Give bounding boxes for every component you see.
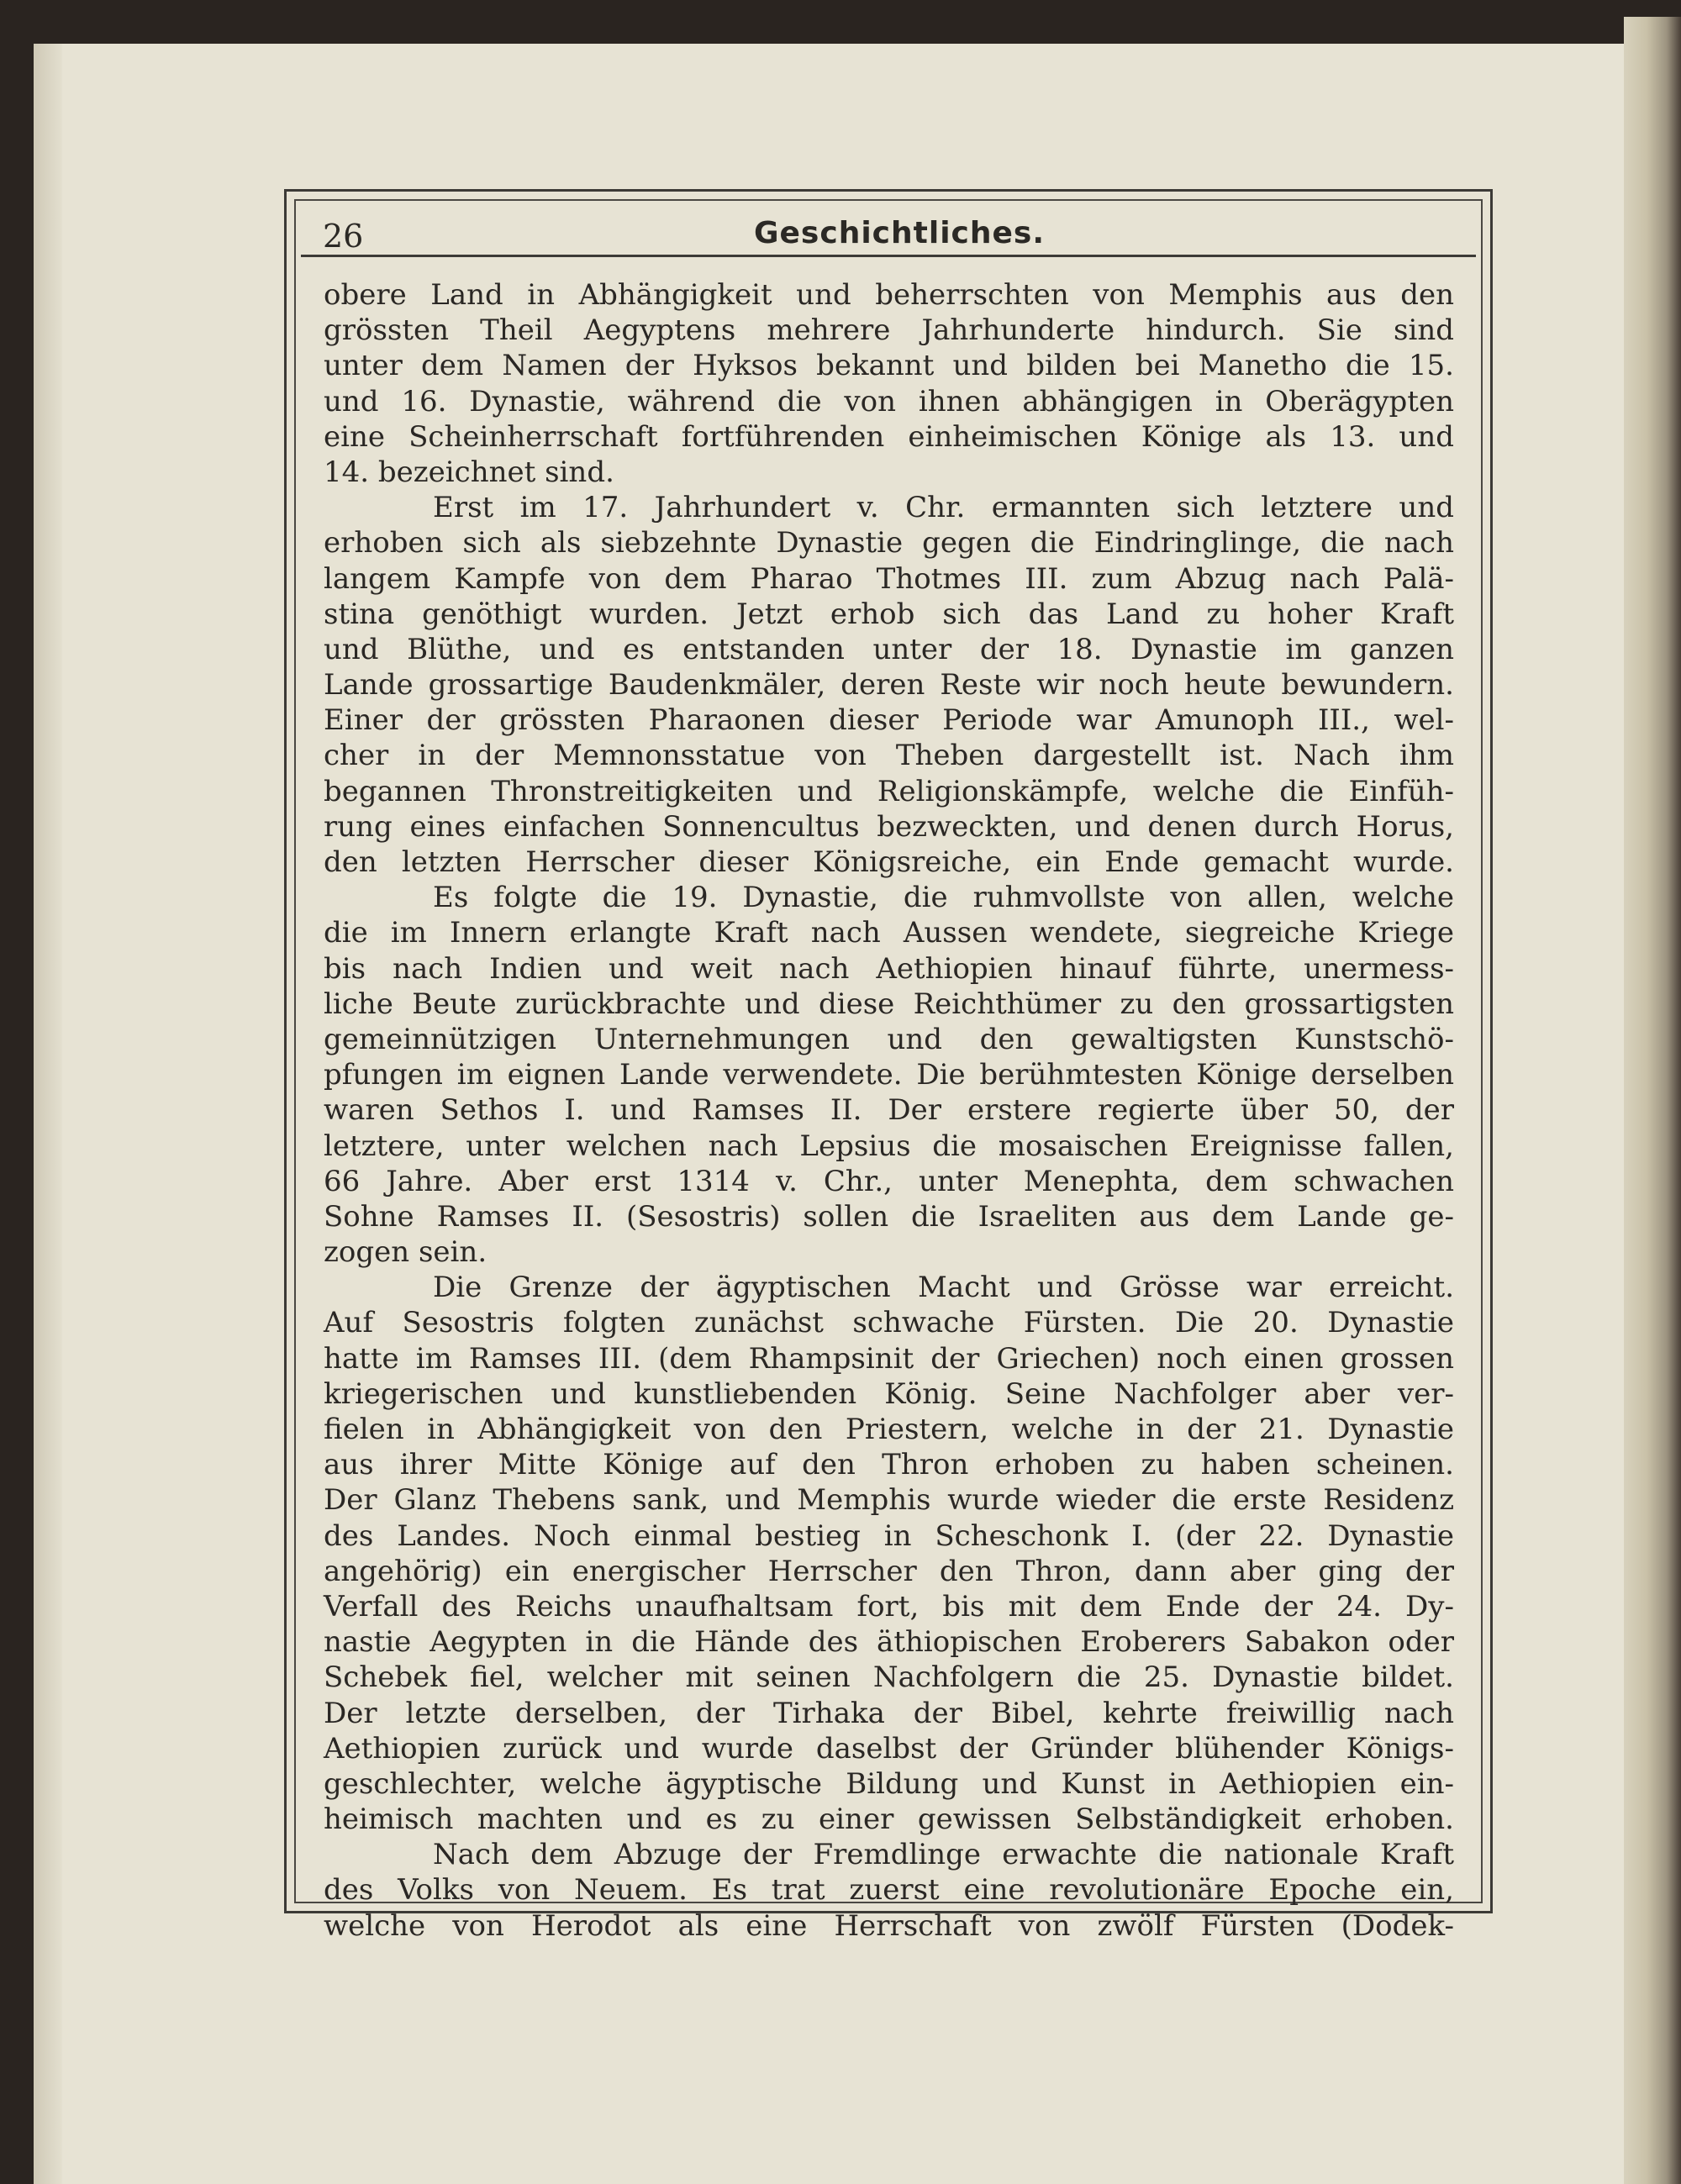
- text-line: pfungen im eignen Lande verwendete. Die berühmtesten Könige derselben: [324, 1058, 1454, 1092]
- page-gutter-shadow: [34, 44, 62, 2184]
- page-number: 26: [323, 218, 364, 255]
- text-line: obere Land in Abhängigkeit und beherrschten von Memphis aus den: [324, 278, 1454, 312]
- text-line: Erst im 17. Jahrhundert v. Chr. ermannten sich letztere und: [433, 491, 1454, 525]
- text-line: bis nach Indien und weit nach Aethiopien hinauf führte, unermess-: [324, 951, 1454, 986]
- page-edge: [1624, 17, 1681, 2184]
- text-line: 66 Jahre. Aber erst 1314 v. Chr., unter Menephta, dem schwachen: [324, 1164, 1454, 1198]
- text-line: heimisch machten und es zu einer gewissen Selbständigkeit erhoben.: [324, 1802, 1454, 1837]
- running-title: Geschichtliches.: [753, 216, 1046, 250]
- text-line: Der letzte derselben, der Tirhaka der Bibel, kehrte freiwillig nach: [324, 1696, 1454, 1730]
- text-line: Verfall des Reichs unaufhaltsam fort, bis mit dem Ende der 24. Dy-: [324, 1589, 1454, 1624]
- text-line: eine Scheinherrschaft fortführenden einheimischen Könige als 13. und: [324, 419, 1454, 454]
- text-line: gemeinnützigen Unternehmungen und den gewaltigsten Kunstschö-: [324, 1022, 1454, 1056]
- text-line: und Blüthe, und es entstanden unter der 18. Dynastie im ganzen: [324, 632, 1454, 666]
- text-line: fielen in Abhängigkeit von den Priestern, welche in der 21. Dynastie: [324, 1413, 1454, 1446]
- text-line: Der Glanz Thebens sank, und Memphis wurde wieder die erste Residenz: [324, 1483, 1454, 1518]
- text-line: nastie Aegypten in die Hände des äthiopischen Eroberers Sabakon oder: [324, 1625, 1454, 1660]
- text-line: Nach dem Abzuge der Fremdlinge erwachte die nationale Kraft: [433, 1838, 1454, 1872]
- text-line: und 16. Dynastie, während die von ihnen abhängigen in Oberägypten: [324, 384, 1454, 418]
- text-line: angehörig) ein energischer Herrscher den Thron, dann aber ging der: [324, 1554, 1454, 1588]
- text-line: Schebek fiel, welcher mit seinen Nachfolgern die 25. Dynastie bildet.: [324, 1660, 1454, 1695]
- text-line: letztere, unter welchen nach Lepsius die mosaischen Ereignisse fallen,: [324, 1129, 1454, 1163]
- text-line: grössten Theil Aegyptens mehrere Jahrhunderte hindurch. Sie sind: [324, 313, 1454, 348]
- text-line: rung eines einfachen Sonnencultus bezweckten, und denen durch Horus,: [324, 809, 1454, 844]
- text-line: des Landes. Noch einmal bestieg in Scheschonk I. (der 22. Dynastie: [324, 1518, 1454, 1553]
- text-line: den letzten Herrscher dieser Königsreiche, ein Ende gemacht wurde.: [324, 845, 1454, 879]
- text-line: zogen sein.: [324, 1235, 487, 1270]
- text-line: welche von Herodot als eine Herrschaft von zwölf Fürsten (Dodek-: [324, 1908, 1454, 1943]
- text-line: des Volks von Neuem. Es trat zuerst eine revolutionäre Epoche ein,: [324, 1873, 1454, 1908]
- text-line: Aethiopien zurück und wurde daselbst der Gründer blühender Königs-: [324, 1731, 1454, 1766]
- text-line: Einer der grössten Pharaonen dieser Periode war Amunoph III., wel-: [324, 703, 1454, 738]
- text-line: liche Beute zurückbrachte und diese Reichthümer zu den grossartigsten: [324, 987, 1454, 1021]
- text-line: 14. bezeichnet sind.: [324, 455, 614, 489]
- text-line: kriegerischen und kunstliebenden König. Seine Nachfolger aber ver-: [324, 1376, 1454, 1411]
- text-line: Sohne Ramses II. (Sesostris) sollen die Israeliten aus dem Lande ge-: [324, 1199, 1454, 1234]
- text-line: erhoben sich als siebzehnte Dynastie gegen die Eindringlinge, die nach: [324, 526, 1454, 560]
- text-line: cher in der Memnonsstatue von Theben dargestellt ist. Nach ihm: [324, 739, 1454, 773]
- text-line: unter dem Namen der Hyksos bekannt und bilden bei Manetho die 15.: [324, 349, 1454, 383]
- text-line: die im Innern erlangte Kraft nach Aussen wendete, siegreiche Kriege: [324, 916, 1454, 950]
- text-line: Die Grenze der ägyptischen Macht und Grösse war erreicht.: [433, 1271, 1454, 1305]
- text-line: waren Sethos I. und Ramses II. Der erstere regierte über 50, der: [324, 1093, 1454, 1128]
- text-line: Lande grossartige Baudenkmäler, deren Reste wir noch heute bewundern.: [324, 668, 1454, 703]
- header-rule: [301, 255, 1476, 257]
- text-line: begannen Thronstreitigkeiten und Religionskämpfe, welche die Einfüh-: [324, 774, 1454, 808]
- text-line: aus ihrer Mitte Könige auf den Thron erhoben zu haben scheinen.: [324, 1448, 1454, 1482]
- text-line: Auf Sesostris folgten zunächst schwache Fürsten. Die 20. Dynastie: [324, 1306, 1454, 1340]
- text-line: hatte im Ramses III. (dem Rhampsinit der Griechen) noch einen grossen: [324, 1341, 1454, 1376]
- text-line: Es folgte die 19. Dynastie, die ruhmvollste von allen, welche: [433, 881, 1454, 915]
- body-text: [324, 277, 1454, 1943]
- text-line: geschlechter, welche ägyptische Bildung und Kunst in Aethiopien ein-: [324, 1766, 1454, 1801]
- text-line: stina genöthigt wurden. Jetzt erhob sich das Land zu hoher Kraft: [324, 597, 1454, 631]
- text-line: langem Kampfe von dem Pharao Thotmes III. zum Abzug nach Palä-: [324, 561, 1454, 596]
